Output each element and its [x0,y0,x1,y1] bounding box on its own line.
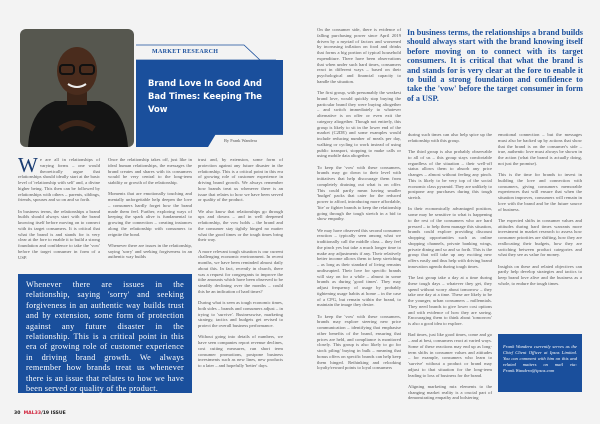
paragraph: This is the time for brands to invest in building the love and connection with consumers, giving consumers memorable experiences that will ensure that when the situation improves, consumers will remain in love with the brand and be the future source of business. [498,172,582,212]
paragraph: The last group take a day at a time during these tough days – whatever they get, they spend without worry about tomorrow – they take one day at a time. These are likely to be the younger, urban consumers – millennials. They need brands to give lower cost options and with evidence of how they are saving. Encouraging them to think about 'tomorrow' is also a good idea to explore. [408,275,492,326]
right-column-2 [408,132,492,407]
paragraph: Bad times, just like good times, come and go – and at best, consumers react at varied ways. Some of these reactions may end up as long-term shifts in consumer values and attitudes – for example, consumers who learn to 'survive' without a product or brand may adjust to that situation for the long-term leading to loss of business for the brand. [408,332,492,378]
paragraph: To keep the 'vow' with these consumers, brands may explore steering new price communication – identifying that emphasise other benefits of the brand, ensuring that prices are held, and compliance is monitored closely. This group is also likely to go for stock piling/ buying in bulk – meaning that bonus offers on specific brands can help keep them hinged. Rethinking and relooking loyalty/reward points to loyal consumers [317,313,401,371]
left-column-1 [18,153,100,266]
author-bio-box: Frank Wandera currently serves as the Chief Client Officer at Ipsos Limited. You can comment with him on this and related matters on mail via: Frank.Wandera@ipsos.com [498,334,582,392]
paragraph: emotional connection – but the messages must also be backed up by actions that show that the brand is on the consumer's side – true, authentic love must always be shown in the action (what the brand is actually doing, not just the promise). [498,132,582,166]
paragraph: The third group is also probably observable to all of us – this group stays comfortable regardless of the situation – their well-off status allows them to absorb any price changes – almost without feeling any pinch. This is likely to be very top of the social economic class pyramid. They are unlikely to postpone any purchases during this tough stretch. [408,149,492,200]
paragraph: Without going into details of numbers, we have seen companies report revenue declines, cost cutting measures, run short term consumer promotions, postpone business investments such as new lines, new products to a later – and hopefully 'better' days. [198,334,283,368]
paragraph: The expected shifts in consumer values and attitudes during hard times warrants more investment in market research to assess how consumer priorities are shifting, how they are reallocating their budgets, how they are switching between product categories and what they see as value for money. [498,217,582,258]
paragraph: The first group, with presumably the weakest brand love, would quickly stop buying the particular brand they were buying altogether – and switch immediately to whatever alternative is on offer or even exit the category altogether. Though not entirely, this group is likely to sit in the lower end of the market (C2DE) and some examples would include reducing number of meals per day, walking or cycling to work instead of using public transport, stopping to make calls or using mobile data altogether. [317,90,401,159]
author-photo [20,29,134,147]
paragraph: To keep the 'vow' with these consumers, brands may go down to their level with initiatives that help discourage them from completely draining out what is on offer. This could partly mean having smaller 'budget' packs that cater for the reduced power to afford, introducing more affordable, 'lite' or fighter brands to keep the relationship going through the tough stretch in a bid to show empathy. [317,164,401,222]
left-column-2 [108,157,192,266]
right-column-1 [317,27,401,377]
paragraph: We may have observed this second consumer reaction – typically seen among what we traditionally call the middle class – they feel the pinch yes but take a much longer time to make any adjustments if any. Their relatively better income allows them to keep stretching – as long as their standard of living remains undisrupted. Their love for specific brands will stay on for a while – almost in some brands as during 'good times'. They may adjust frequency of usage by probably tightening usage habits at home – in the case of a CPG, but remain within the brand, to maintain the image they desire. [317,227,401,308]
paragraph: We are all in relationships of varying forms – one would theoretically argue that relationships should ideally start at the basic level of 'relationship with self' and, a divine higher being. This then can be followed by relationships with others – parents, siblings, friends, spouses and so on and so forth. [18,153,100,203]
paragraph: Whenever there are issues in the relationship, saying 'sorry' and seeking forgiveness in an authentic way builds [108,242,192,260]
drop-cap: W [18,153,38,177]
paragraph: during such times can also help spice up the relationship with this group. [408,132,492,143]
paragraph: Aligning marketing mix elements to the changing market reality is a crucial part of demonstrating empathy and bolstering [408,383,492,401]
paragraph: trust and, by extension, some form of protection against any future disaster in the relationship. This is a critical point in this era of growing role of customer experience in driving brand growth. We always remember how brands treat us whenever there is an issue that relates to how we have been served or quality of the product. [198,157,283,203]
paragraph: We also know that relationships go through ups and downs – and in well deepened relationship, the vow holds – the brand and the consumer stay tightly hinged no matter what the good times or the tough times bring their way. [198,208,283,243]
right-column-3 [498,132,582,292]
paragraph: In business terms, the relationships a brand builds should always start with the brand knowing itself before moving on to connect with its target consumers. It is critical that what the brand is and stands for is very clear at the fore to enable it to build a strong foundation and confidence to take the 'vow' before the target consumer in form of a USP. [18,208,100,260]
page-number: 30 [14,411,21,416]
paragraph: A more relevant tough situation is our current challenging economic environment. In recent months, we have been reminded almost daily about this. In fact, recently in church, there was a request for congregants to improve the tithe amounts which have been observed to be steadily declining over the months – could this be an indication of hard times? [198,248,283,294]
paragraph: During what is seen as tough economic times, both sides – brands and consumers adjust – in trying to 'survive'. Businesswise, marketing strategy, tactics and budgets get revised to protect the overall business performance. [198,300,283,328]
author-portrait-icon [20,29,134,147]
pull-quote-right: In business terms, the relationships a brand builds should always start with the brand knowing itself before moving on to connect with its target consumers. It is critical that what the brand is and stands for is very clear at the fore to enable it to build a strong foundation and confidence to take the 'vow' before the target consumer in form of a USP. [407,28,583,103]
paragraph: In their economically advantaged position, some may be sensitive to what is happening to the rest of the consumers who are hard pressed – to help them manage this situation, brands could explore providing discount shopping opportunities such as online shopping channels, private banking wings, private dining and so and so forth. This is the group that will take up any exciting new offers easily and thus help with driving brand innovation agenda during tough times. [408,206,492,269]
paragraph: Once the relationship takes off, just like in ideal human relationships, the messages the brand creates and shares with its consumers would be very central to the long-term stability or growth of the relationship. [108,157,192,185]
article-title: Brand Love In Good And Bad Times: Keeping The Vow [148,78,262,114]
paragraph: Moments that are emotionally touching and mentally unforgettable help deepen the love – consumers hardly forget how the brand made them feel. Further, exploring ways of keeping the spark alive is fundamental to growing the connection – creating instances along the relationship with consumers to reignite the bond. [108,191,192,237]
magazine-name: MAL33 [23,411,42,416]
left-column-3 [198,157,283,374]
paragraph: Insights on these and related objectives can partly help develop strategies and tactics to keep brand love alive and the business as a whole, to endure the tough times. [498,263,582,286]
pull-quote-left [18,274,192,393]
paragraph: On the consumer side, there is evidence of falling purchasing power since April 2019 driven by a myriad of factors and worsened by increasing inflation on food and drinks that forms a big portion of typical household expenditure. There have been observations that when under such hard times, consumers react in different ways – based on their psychological and financial capacity to handle the situation. [317,27,401,84]
pull-quote-text: Whenever there are issues in the relationship, saying 'sorry' and seeking forgiveness in an authentic way builds trust and by extension, some form of protection against any future disaster in the relationship. This is a critical point in this era of growing role of customer experience in driving brand growth. We always remember how brands treat us whenever there is an issue that relates to how we have been served or quality of the product. [26,280,184,394]
issue-label: /19 ISSUE [41,411,66,416]
section-label: MARKET RESEARCH [152,49,219,55]
byline: By Frank Wandera [224,138,257,143]
page-footer [14,411,66,416]
